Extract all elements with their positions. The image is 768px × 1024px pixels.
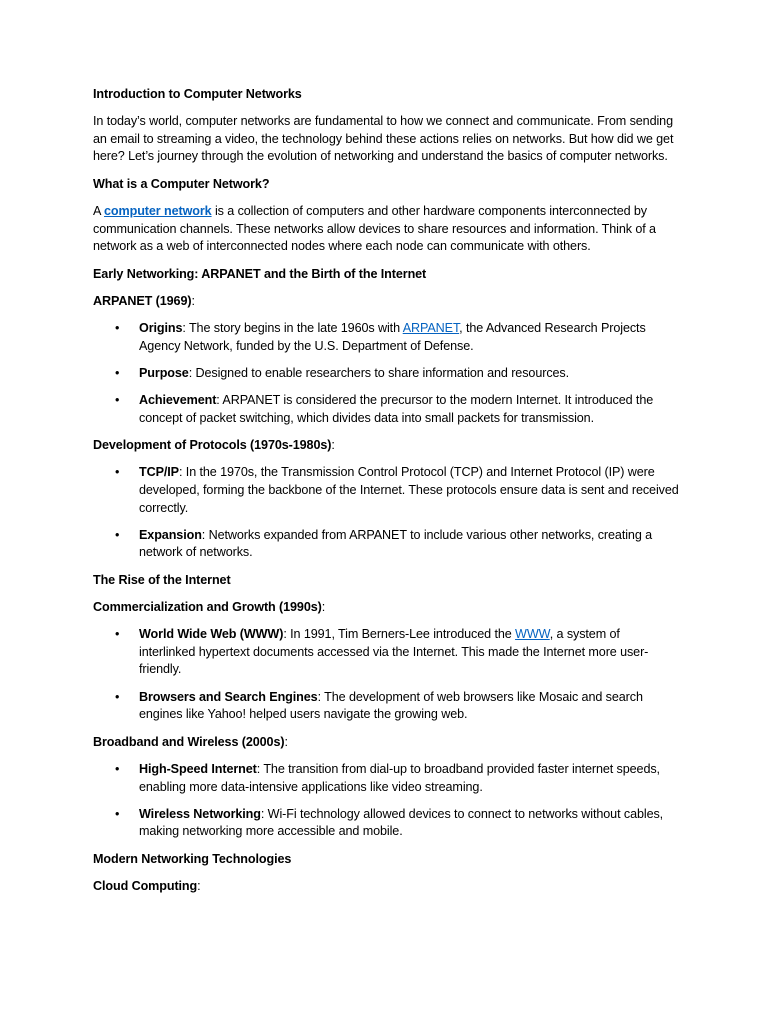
list-item-text: : ARPANET is considered the precursor to the modern Internet. It introduced the concept of packet switching, which divides data into small packets for transmission. [139, 393, 654, 425]
list-item-term: Browsers and Search Engines [139, 689, 318, 704]
list-item-wireless [93, 806, 679, 841]
list-item-achievement [93, 392, 679, 427]
subheading-broadband [93, 734, 679, 752]
protocols-subheading-label: Development of Protocols (1970s-1980s) [93, 438, 332, 453]
list-item-text: : Networks expanded from ARPANET to include various other networks, creating a network of networks. [139, 527, 653, 560]
list-item-term: Expansion [139, 527, 202, 542]
cloud-subheading-colon: : [197, 878, 201, 893]
list-item-text: : In 1991, Tim Berners-Lee introduced the [283, 627, 516, 642]
what-is-paragraph [93, 203, 679, 256]
commercialization-subheading-colon: : [321, 600, 326, 614]
bullet-icon: • [115, 689, 120, 704]
list-item-www [93, 626, 679, 679]
arpanet-subheading-colon: : [191, 293, 195, 308]
intro-paragraph: In today’s world, computer networks are fundamental to how we connect and communicate. From sending an email to streaming a video, the technology behind these actions relies on networks. But how did we get here? Let’s journey through the evolution of networking and understand the basics of computer networks. [93, 114, 674, 164]
list-item-text: : The transition from dial-up to broadband provided faster internet speeds, enabling more data-intensive applications like video streaming. [139, 761, 660, 794]
list-item-text: : Wi-Fi technology allowed devices to connect to networks without cables, making networking more accessible and mobile. [139, 806, 664, 839]
bullet-icon: • [115, 393, 120, 408]
list-item-text: : The development of web browsers like Mosaic and search engines like Yahoo! helped users navigate the growing web. [139, 689, 643, 722]
broadband-subheading-colon: : [284, 734, 288, 749]
www-link[interactable]: WWW [515, 627, 550, 642]
subheading-protocols [93, 437, 679, 455]
list-item-term: Wireless Networking [139, 806, 261, 821]
subheading-commercialization [93, 599, 679, 617]
list-item-term: Achievement [139, 393, 217, 408]
bullet-icon: • [115, 527, 120, 542]
arpanet-bullet-list [93, 320, 679, 427]
bullet-icon: • [115, 761, 120, 776]
list-item-high-speed [93, 761, 679, 796]
list-item-tcp-ip [93, 464, 679, 517]
list-item-term: Origins [139, 321, 183, 336]
protocols-subheading-colon: : [331, 438, 335, 453]
section-heading-early-networking: Early Networking: ARPANET and the Birth of the Internet [93, 266, 427, 281]
subheading-arpanet [93, 293, 679, 311]
cloud-subheading-label: Cloud Computing [93, 878, 198, 893]
subheading-cloud-computing [93, 878, 679, 896]
bullet-icon: • [115, 806, 120, 821]
list-item-text: : In the 1970s, the Transmission Control Protocol (TCP) and Internet Protocol (IP) were developed, forming the backbone of the Internet. These protocols ensure data is sent and received correctly. [139, 465, 679, 515]
section-heading-modern: Modern Networking Technologies [93, 851, 292, 866]
list-item-expansion [93, 527, 679, 562]
arpanet-link[interactable]: ARPANET [402, 321, 460, 336]
bullet-icon: • [115, 627, 120, 642]
list-item-text: : The story begins in the late 1960s with [182, 321, 403, 336]
bullet-icon: • [115, 321, 120, 336]
commercialization-bullet-list [93, 626, 679, 724]
list-item-term: High-Speed Internet [139, 761, 257, 776]
list-item-origins [93, 320, 679, 355]
list-item-text: : Designed to enable researchers to share information and resources. [188, 365, 570, 380]
what-is-post-text: is a collection of computers and other hardware components interconnected by communication channels. These networks allow devices to share resources and information. Think of a network as a web of interconnected nodes where each node can communicate with others. [93, 204, 656, 254]
list-item-browsers [93, 689, 679, 724]
list-item-term: Purpose [139, 365, 189, 380]
list-item-purpose [93, 365, 679, 383]
broadband-subheading-label: Broadband and Wireless (2000s) [93, 734, 285, 749]
list-item-term: World Wide Web (WWW) [139, 627, 284, 642]
list-item-text: , a system of interlinked hypertext documents accessed via the Internet. This made the Internet more user-friendly. [139, 627, 649, 677]
document-title: Introduction to Computer Networks [93, 87, 302, 101]
section-heading-what-is: What is a Computer Network? [93, 176, 270, 191]
protocols-bullet-list [93, 464, 679, 562]
section-heading-rise-of-internet: The Rise of the Internet [93, 572, 231, 587]
bullet-icon: • [115, 465, 120, 480]
list-item-term: TCP/IP [139, 465, 179, 480]
document-page [93, 86, 679, 905]
broadband-bullet-list [93, 761, 679, 841]
what-is-pre-text: A [93, 204, 105, 219]
bullet-icon: • [115, 365, 120, 380]
list-item-text: , the Advanced Research Projects Agency Network, funded by the U.S. Department of Defense. [139, 321, 646, 353]
computer-network-link[interactable]: computer network [104, 204, 212, 219]
commercialization-subheading-label: Commercialization and Growth (1990s) [93, 600, 322, 614]
arpanet-subheading-label: ARPANET (1969) [93, 293, 192, 308]
